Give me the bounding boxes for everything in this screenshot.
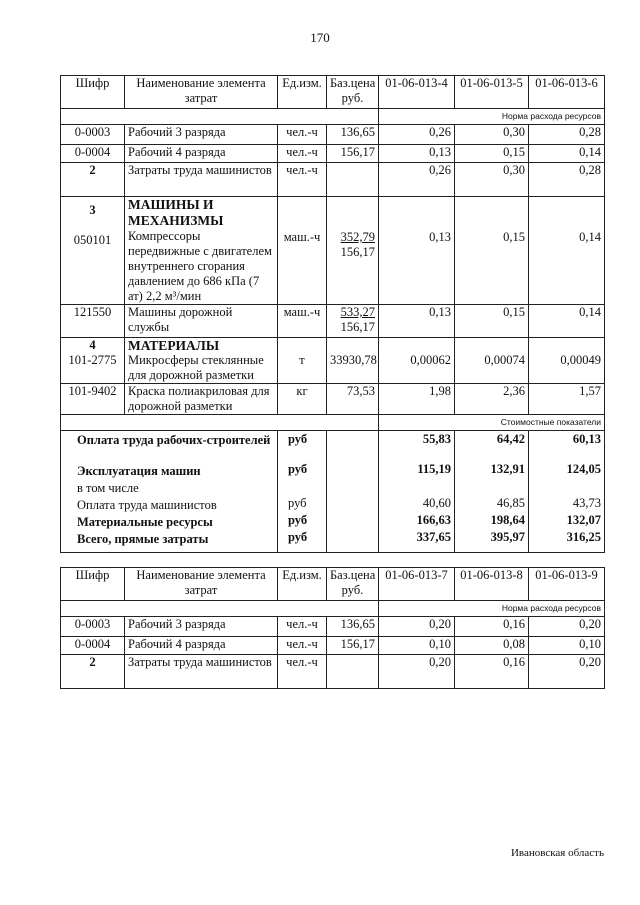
row-price bbox=[327, 163, 379, 197]
row-value: 0,15 bbox=[455, 305, 529, 338]
row-value: 0,20 bbox=[529, 655, 605, 689]
row-value-cell bbox=[455, 338, 529, 384]
cost-block bbox=[61, 431, 605, 553]
row-value: 0,20 bbox=[379, 655, 455, 689]
row-code: 0-0004 bbox=[61, 637, 125, 655]
header-col-1: 01-06-013-4 bbox=[379, 76, 455, 109]
row-value-cell bbox=[455, 197, 529, 305]
cost-values-col-2 bbox=[455, 431, 529, 553]
row-value: 0,20 bbox=[379, 617, 455, 637]
row-unit: чел.-ч bbox=[278, 637, 327, 655]
row-name: Компрессоры передвижные с двигателем внутреннего сгорания давлением до 686 кПа (7 ат) 2,2 м³/мин bbox=[128, 229, 272, 303]
row-price-cell bbox=[327, 338, 379, 384]
row-name: Затраты труда машинистов bbox=[125, 655, 278, 689]
row-unit: маш.-ч bbox=[278, 305, 327, 338]
row-value: 0,26 bbox=[379, 125, 455, 145]
header-col-3: 01-06-013-9 bbox=[529, 568, 605, 601]
row-code: 0-0003 bbox=[61, 617, 125, 637]
cost-value: 316,25 bbox=[566, 530, 601, 544]
row-code: 121550 bbox=[61, 305, 125, 338]
header-unit: Ед.изм. bbox=[278, 568, 327, 601]
header-name: Наименование элемента затрат bbox=[125, 76, 278, 109]
row-price-cell bbox=[327, 197, 379, 305]
cost-value: 55,83 bbox=[422, 432, 451, 446]
cost-value: 40,60 bbox=[422, 496, 451, 510]
section-bar-blank bbox=[61, 415, 379, 431]
row-unit: чел.-ч bbox=[278, 163, 327, 197]
resource-table-1 bbox=[60, 75, 605, 553]
row-code-group bbox=[61, 197, 125, 305]
cost-value: 132,07 bbox=[566, 513, 601, 527]
table-row bbox=[61, 163, 605, 197]
row-code: 0-0003 bbox=[61, 125, 125, 145]
header-col-2: 01-06-013-8 bbox=[455, 568, 529, 601]
row-value: 0,10 bbox=[379, 637, 455, 655]
group-code: 4 bbox=[89, 338, 96, 352]
row-value: 0,14 bbox=[579, 230, 601, 244]
row-value: 0,15 bbox=[455, 145, 529, 163]
row-price-secondary: 156,17 bbox=[340, 245, 375, 259]
row-value-cell bbox=[379, 197, 455, 305]
row-value-cell bbox=[379, 338, 455, 384]
row-price: 156,17 bbox=[327, 637, 379, 655]
row-price: 352,79 bbox=[340, 230, 375, 244]
row-value: 0,15 bbox=[503, 230, 525, 244]
row-value: 0,08 bbox=[455, 637, 529, 655]
section-bar-blank bbox=[61, 109, 379, 125]
row-price: 33930,78 bbox=[330, 353, 377, 367]
row-name: Рабочий 3 разряда bbox=[125, 617, 278, 637]
cost-unit: руб bbox=[288, 462, 308, 476]
row-price: 136,65 bbox=[327, 125, 379, 145]
header-col-3: 01-06-013-6 bbox=[529, 76, 605, 109]
row-value: 0,16 bbox=[455, 655, 529, 689]
table-row bbox=[61, 125, 605, 145]
cost-price-empty bbox=[327, 431, 379, 553]
header-code: Шифр bbox=[61, 76, 125, 109]
cost-value: 337,65 bbox=[416, 530, 451, 544]
table-row bbox=[61, 197, 605, 305]
footer-region: Ивановская область bbox=[510, 847, 604, 859]
cost-values-col-1 bbox=[379, 431, 455, 553]
header-price: Баз.цена руб. bbox=[327, 76, 379, 109]
cost-unit: руб bbox=[288, 513, 308, 527]
row-price bbox=[327, 655, 379, 689]
row-price-secondary: 156,17 bbox=[340, 320, 375, 334]
cost-unit: руб bbox=[288, 432, 308, 446]
header-col-2: 01-06-013-5 bbox=[455, 76, 529, 109]
cost-value: 132,91 bbox=[490, 462, 525, 476]
cost-value: 395,97 bbox=[490, 530, 525, 544]
header-unit: Ед.изм. bbox=[278, 76, 327, 109]
header-name: Наименование элемента затрат bbox=[125, 568, 278, 601]
section-label-norm: Норма расхода ресурсов bbox=[379, 601, 605, 617]
section-label-cost: Стоимостные показатели bbox=[379, 415, 605, 431]
row-name: Рабочий 4 разряда bbox=[125, 637, 278, 655]
row-price: 73,53 bbox=[327, 384, 379, 415]
table-row bbox=[61, 637, 605, 655]
row-code: 101-9402 bbox=[61, 384, 125, 415]
row-value: 0,14 bbox=[529, 145, 605, 163]
row-price: 136,65 bbox=[327, 617, 379, 637]
row-name-group bbox=[125, 338, 278, 384]
cost-name: Всего, прямые затраты bbox=[77, 532, 209, 546]
cost-name: Оплата труда машинистов bbox=[77, 498, 217, 512]
cost-names bbox=[61, 431, 278, 553]
row-code: 2 bbox=[61, 655, 125, 689]
row-value: 0,28 bbox=[529, 125, 605, 145]
cost-value: 60,13 bbox=[572, 432, 601, 446]
row-value: 0,30 bbox=[455, 125, 529, 145]
table-row bbox=[61, 145, 605, 163]
row-value: 0,26 bbox=[379, 163, 455, 197]
row-unit-cell bbox=[278, 338, 327, 384]
cost-values-col-3 bbox=[529, 431, 605, 553]
row-value: 0,30 bbox=[455, 163, 529, 197]
row-value: 1,57 bbox=[529, 384, 605, 415]
row-value: 0,13 bbox=[379, 145, 455, 163]
row-name: Рабочий 3 разряда bbox=[125, 125, 278, 145]
row-name: Рабочий 4 разряда bbox=[125, 145, 278, 163]
table-row bbox=[61, 617, 605, 637]
row-unit: чел.-ч bbox=[278, 617, 327, 637]
cost-value: 198,64 bbox=[490, 513, 525, 527]
cost-name: Эксплуатация машин bbox=[77, 464, 201, 478]
header-col-1: 01-06-013-7 bbox=[379, 568, 455, 601]
cost-value: 43,73 bbox=[572, 496, 601, 510]
cost-value: 64,42 bbox=[496, 432, 525, 446]
row-value: 0,13 bbox=[379, 305, 455, 338]
group-title-machines: МАШИНЫ И МЕХАНИЗМЫ bbox=[128, 197, 224, 228]
row-name: Микросферы стеклянные для дорожной разметки bbox=[128, 353, 264, 382]
cost-units bbox=[278, 431, 327, 553]
row-value-cell bbox=[529, 338, 605, 384]
row-value: 0,28 bbox=[529, 163, 605, 197]
row-name: Машины дорожной службы bbox=[125, 305, 278, 338]
cost-value: 115,19 bbox=[417, 462, 451, 476]
section-bar-blank bbox=[61, 601, 379, 617]
row-price-cell bbox=[327, 305, 379, 338]
row-value: 0,14 bbox=[529, 305, 605, 338]
group-code: 3 bbox=[89, 203, 96, 217]
resource-table-2 bbox=[60, 567, 605, 689]
row-unit: чел.-ч bbox=[278, 655, 327, 689]
row-code: 101-2775 bbox=[68, 353, 117, 367]
cost-value: 166,63 bbox=[416, 513, 451, 527]
row-code: 2 bbox=[61, 163, 125, 197]
header-code: Шифр bbox=[61, 568, 125, 601]
table-row bbox=[61, 655, 605, 689]
cost-value: 46,85 bbox=[496, 496, 525, 510]
cost-unit: руб bbox=[288, 496, 307, 510]
row-value: 0,10 bbox=[529, 637, 605, 655]
row-unit: т bbox=[299, 353, 305, 367]
cost-name: в том числе bbox=[77, 481, 139, 495]
row-value: 0,13 bbox=[429, 230, 451, 244]
row-value: 0,16 bbox=[455, 617, 529, 637]
table-row bbox=[61, 338, 605, 384]
row-value: 0,00049 bbox=[560, 353, 601, 367]
row-value: 0,00062 bbox=[410, 353, 451, 367]
cost-name: Оплата труда рабочих-строителей bbox=[77, 433, 271, 447]
row-value: 0,00074 bbox=[484, 353, 525, 367]
row-code: 050101 bbox=[73, 233, 112, 247]
row-price: 533,27 bbox=[340, 305, 375, 319]
page-number: 170 bbox=[310, 30, 330, 45]
row-value: 1,98 bbox=[379, 384, 455, 415]
header-price: Баз.цена руб. bbox=[327, 568, 379, 601]
row-unit-cell bbox=[278, 197, 327, 305]
table-row bbox=[61, 384, 605, 415]
row-price: 156,17 bbox=[327, 145, 379, 163]
cost-value: 124,05 bbox=[566, 462, 601, 476]
row-name: Затраты труда машинистов bbox=[125, 163, 278, 197]
row-code: 0-0004 bbox=[61, 145, 125, 163]
row-unit: чел.-ч bbox=[278, 125, 327, 145]
row-value-cell bbox=[529, 197, 605, 305]
row-unit: маш.-ч bbox=[283, 230, 321, 244]
section-label-norm: Норма расхода ресурсов bbox=[379, 109, 605, 125]
row-value: 0,20 bbox=[529, 617, 605, 637]
table-row bbox=[61, 305, 605, 338]
row-name: Краска полиакриловая для дорожной разметки bbox=[125, 384, 278, 415]
cost-name: Материальные ресурсы bbox=[77, 515, 213, 529]
row-value: 2,36 bbox=[455, 384, 529, 415]
row-name-group bbox=[125, 197, 278, 305]
row-code-group bbox=[61, 338, 125, 384]
row-unit: кг bbox=[278, 384, 327, 415]
group-title-materials: МАТЕРИАЛЫ bbox=[128, 338, 220, 353]
cost-unit: руб bbox=[288, 530, 308, 544]
row-unit: чел.-ч bbox=[278, 145, 327, 163]
